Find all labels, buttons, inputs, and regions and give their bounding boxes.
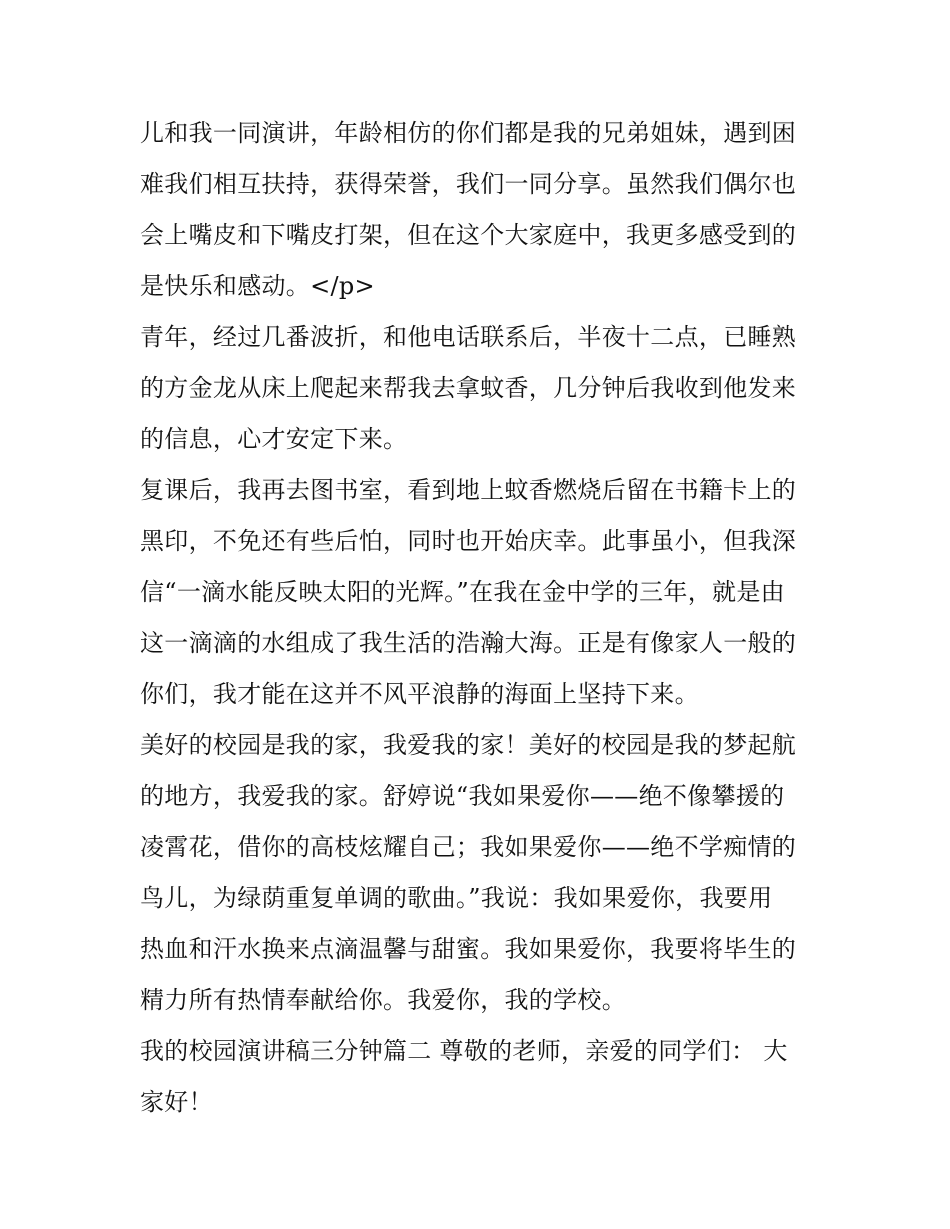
text-line: 的信息，心才安定下来。 — [140, 425, 408, 453]
text-line: 我的校园演讲稿三分钟篇二 尊敬的老师，亲爱的同学们： 大 — [140, 1037, 788, 1065]
text-line: 信“一滴水能反映太阳的光辉。”在我在金中学的三年，就是由 — [140, 578, 785, 606]
text-line: 的地方，我爱我的家。舒婷说“我如果爱你——绝不像攀援的 — [140, 782, 785, 810]
text-line: 复课后，我再去图书室，看到地上蚊香燃烧后留在书籍卡上的 — [140, 476, 797, 504]
paragraph-1 — [140, 108, 812, 312]
paragraph-4 — [140, 720, 812, 1026]
text-line: 的方金龙从床上爬起来帮我去拿蚊香，几分钟后我收到他发来 — [140, 374, 797, 402]
text-line: 精力所有热情奉献给你。我爱你，我的学校。 — [140, 986, 626, 1014]
text-line: 难我们相互扶持，获得荣誉，我们一同分享。虽然我们偶尔也 — [140, 170, 797, 198]
text-line: 美好的校园是我的家，我爱我的家！美好的校园是我的梦起航 — [140, 731, 797, 759]
text-line: 是快乐和感动。</p> — [140, 272, 375, 300]
paragraph-2 — [140, 312, 812, 465]
document-body — [140, 108, 812, 1128]
text-line: 热血和汗水换来点滴温馨与甜蜜。我如果爱你，我要将毕生的 — [140, 935, 797, 963]
text-line: 鸟儿，为绿荫重复单调的歌曲。”我说：我如果爱你，我要用 — [140, 884, 773, 912]
text-line: 会上嘴皮和下嘴皮打架，但在这个大家庭中，我更多感受到的 — [140, 221, 797, 249]
text-line: 儿和我一同演讲，年龄相仿的你们都是我的兄弟姐妹，遇到困 — [140, 119, 797, 147]
text-line: 黑印，不免还有些后怕，同时也开始庆幸。此事虽小，但我深 — [140, 527, 797, 555]
text-line: 你们，我才能在这并不风平浪静的海面上坚持下来。 — [140, 680, 699, 708]
paragraph-5 — [140, 1026, 812, 1128]
text-line: 青年，经过几番波折，和他电话联系后，半夜十二点，已睡熟 — [140, 323, 797, 351]
paragraph-3 — [140, 465, 812, 720]
text-line: 家好！ — [140, 1088, 213, 1116]
text-line: 凌霄花，借你的高枝炫耀自己；我如果爱你——绝不学痴情的 — [140, 833, 797, 861]
text-line: 这一滴滴的水组成了我生活的浩瀚大海。正是有像家人一般的 — [140, 629, 797, 657]
